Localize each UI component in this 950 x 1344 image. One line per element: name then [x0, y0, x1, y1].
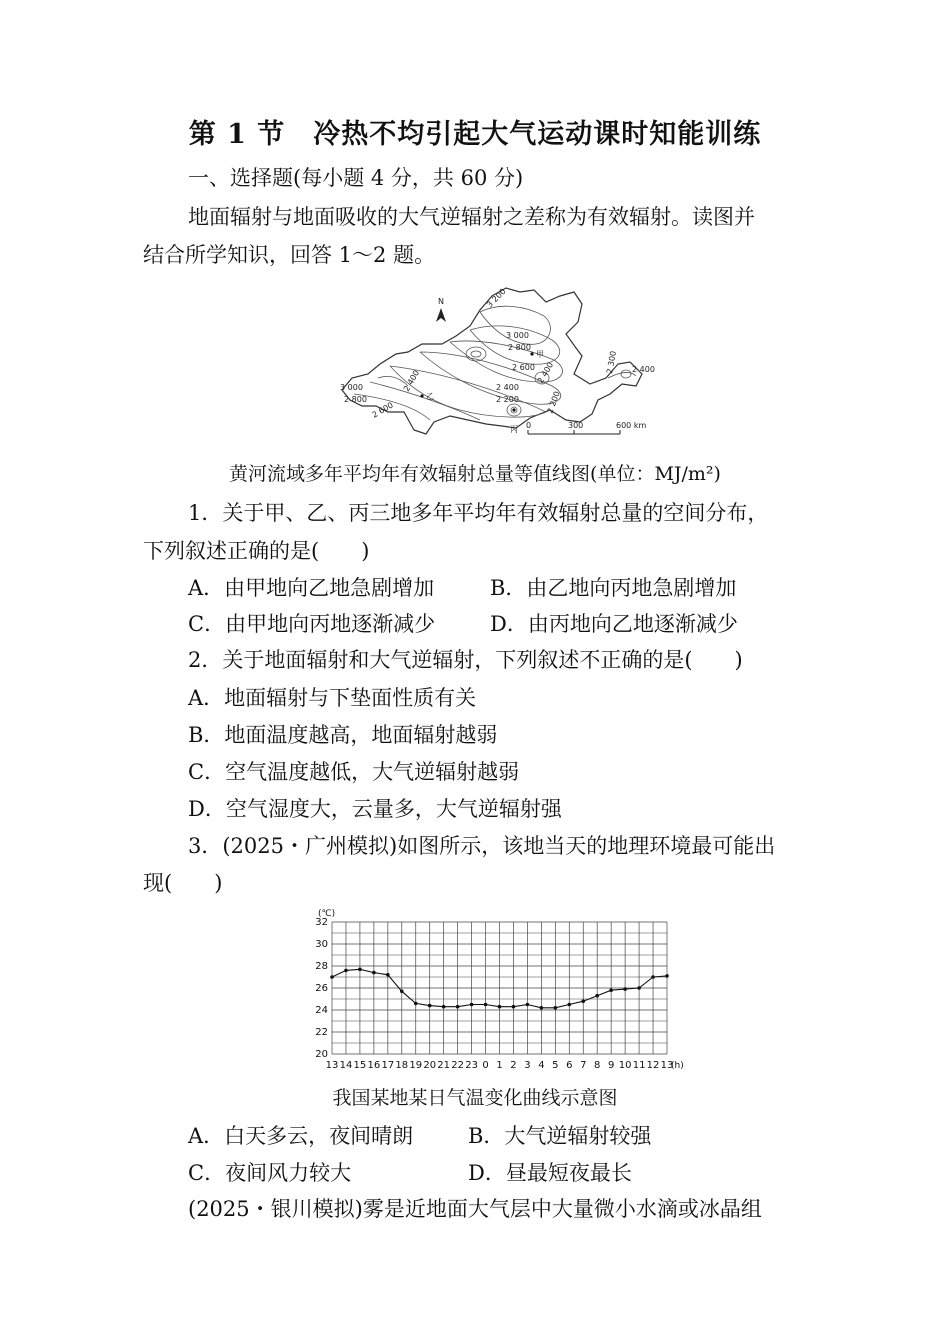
- q3-option-d: D．昼最短夜最长: [468, 1161, 632, 1185]
- q1-option-c: C．由甲地向丙地逐渐减少: [188, 612, 436, 636]
- temperature-data-point: [400, 990, 404, 994]
- temperature-data-point: [386, 973, 390, 977]
- q3-stem-2: 现( ): [143, 871, 223, 895]
- place-yi: 乙: [426, 392, 434, 401]
- temperature-data-point: [484, 1003, 488, 1007]
- scale-label: 600 km: [616, 421, 647, 430]
- x-tick-label: 8: [594, 1060, 601, 1071]
- x-tick-label: 14: [339, 1060, 353, 1071]
- q4-intro: (2025・银川模拟)雾是近地面大气层中大量微小水滴或冰晶组: [188, 1197, 762, 1221]
- x-tick-label: 9: [607, 1060, 615, 1071]
- x-tick-label: 2: [510, 1060, 517, 1071]
- temperature-data-point: [665, 974, 669, 978]
- scale-label: 0: [526, 421, 532, 430]
- x-tick-label: 11: [632, 1060, 646, 1071]
- x-tick-label: 23: [465, 1060, 478, 1071]
- y-tick-label: 24: [315, 1005, 328, 1016]
- place-dot: [530, 352, 533, 355]
- temperature-data-point: [567, 1003, 571, 1007]
- yellow-river-map: [330, 282, 660, 442]
- contour-label: 2 800: [344, 395, 367, 404]
- contour-label: 3 000: [506, 331, 529, 340]
- q2-option-a: A．地面辐射与下垫面性质有关: [188, 686, 477, 710]
- temperature-data-point: [358, 968, 362, 972]
- x-tick-label: 20: [423, 1060, 437, 1071]
- q1-option-d: D．由丙地向乙地逐渐减少: [490, 612, 738, 636]
- x-tick-label: 7: [580, 1060, 587, 1071]
- x-tick-label: 13: [660, 1060, 674, 1071]
- contour-label: 2 300: [605, 350, 618, 375]
- scale-label: 300: [568, 421, 584, 430]
- temperature-data-point: [609, 988, 613, 992]
- q3-option-b: B．大气逆辐射较强: [468, 1124, 652, 1148]
- temperature-data-point: [526, 1003, 530, 1007]
- temperature-data-point: [456, 1005, 460, 1009]
- x-tick-label: 21: [437, 1060, 451, 1071]
- temperature-data-point: [581, 999, 585, 1003]
- x-tick-label: 13: [325, 1060, 339, 1071]
- temperature-data-point: [637, 986, 641, 990]
- q1-stem-1: 1．关于甲、乙、丙三地多年平均年有效辐射总量的空间分布，: [188, 501, 769, 525]
- page-title: 第 1 节 冷热不均引起大气运动课时知能训练: [188, 119, 762, 150]
- x-tick-label: 15: [353, 1060, 367, 1071]
- q2-option-b: B．地面温度越高，地面辐射越弱: [188, 723, 498, 747]
- x-tick-label: 22: [451, 1060, 464, 1071]
- temperature-data-point: [470, 1003, 474, 1007]
- temperature-data-point: [595, 994, 599, 998]
- y-tick-label: 26: [315, 983, 328, 994]
- y-tick-label: 28: [315, 961, 328, 972]
- q1-option-b: B．由乙地向丙地急剧增加: [490, 576, 737, 600]
- contour-label: 2 400: [496, 383, 519, 392]
- temperature-data-point: [498, 1005, 502, 1009]
- temperature-data-point: [623, 987, 627, 991]
- x-axis-label: (h): [671, 1061, 684, 1071]
- place-dot: [512, 408, 515, 411]
- y-tick-label: 22: [315, 1027, 328, 1038]
- place-dot: [420, 394, 423, 397]
- y-tick-label: 30: [315, 939, 328, 950]
- intro-line-1: 地面辐射与地面吸收的大气逆辐射之差称为有效辐射。读图并: [188, 205, 755, 229]
- x-tick-label: 18: [395, 1060, 409, 1071]
- x-tick-label: 3: [524, 1060, 531, 1071]
- temperature-data-point: [414, 1002, 418, 1006]
- temperature-data-point: [330, 975, 334, 979]
- x-tick-label: 19: [409, 1060, 423, 1071]
- north-arrow-icon: [436, 308, 446, 322]
- temperature-data-point: [554, 1006, 558, 1010]
- contour-label: 3 200: [485, 286, 508, 310]
- temperature-data-point: [372, 971, 376, 975]
- x-tick-label: 17: [381, 1060, 395, 1071]
- y-tick-label: 32: [315, 917, 328, 928]
- x-tick-label: 12: [646, 1060, 660, 1071]
- section-heading: 一、选择题(每小题 4 分，共 60 分): [188, 166, 524, 190]
- temperature-data-point: [344, 969, 348, 973]
- q2-stem: 2．关于地面辐射和大气逆辐射，下列叙述不正确的是( ): [188, 648, 743, 672]
- x-tick-label: 10: [618, 1060, 632, 1071]
- contour-label: 2 400: [535, 360, 556, 385]
- q1-stem-2: 下列叙述正确的是( ): [143, 539, 370, 563]
- chart-caption: 我国某地某日气温变化曲线示意图: [332, 1087, 618, 1109]
- q2-option-c: C．空气温度越低，大气逆辐射越弱: [188, 760, 520, 784]
- temperature-data-point: [651, 975, 655, 979]
- temperature-chart: [300, 902, 690, 1074]
- map-caption: 黄河流域多年平均年有效辐射总量等值线图(单位：MJ/m²): [229, 463, 721, 485]
- contour-label: 2 400: [401, 368, 422, 393]
- x-tick-label: 0: [482, 1060, 489, 1071]
- north-label: N: [438, 297, 444, 306]
- contour-label: 2 600: [512, 363, 535, 372]
- intro-line-2: 结合所学知识，回答 1～2 题。: [143, 243, 436, 267]
- contour-label: 2 200: [496, 395, 519, 404]
- contour-label: 2 400: [632, 365, 655, 374]
- temperature-data-point: [428, 1004, 432, 1008]
- contour-label: 2 800: [508, 343, 531, 352]
- q2-option-d: D．空气湿度大，云量多，大气逆辐射强: [188, 797, 562, 821]
- temperature-data-point: [540, 1006, 544, 1010]
- y-axis-label: (℃): [318, 909, 336, 919]
- contour-label: 2 600: [370, 400, 395, 420]
- place-bing: 丙: [510, 425, 518, 434]
- contour-label: 3 000: [340, 383, 363, 392]
- x-tick-label: 1: [496, 1060, 503, 1071]
- contour-lines: [354, 306, 636, 420]
- q3-option-a: A．白天多云，夜间晴朗: [188, 1124, 414, 1148]
- x-tick-label: 16: [367, 1060, 381, 1071]
- y-tick-label: 20: [315, 1049, 328, 1060]
- x-tick-label: 5: [552, 1060, 559, 1071]
- temperature-data-point: [512, 1005, 516, 1009]
- x-tick-label: 6: [566, 1060, 573, 1071]
- q3-option-c: C．夜间风力较大: [188, 1161, 352, 1185]
- contour-label: 2 200: [545, 390, 562, 415]
- q3-stem-1: 3．(2025・广州模拟)如图所示，该地当天的地理环境最可能出: [188, 834, 776, 858]
- x-tick-label: 4: [538, 1060, 545, 1071]
- q1-option-a: A．由甲地向乙地急剧增加: [188, 576, 435, 600]
- temperature-data-point: [442, 1005, 446, 1009]
- place-jia: 甲: [536, 350, 544, 359]
